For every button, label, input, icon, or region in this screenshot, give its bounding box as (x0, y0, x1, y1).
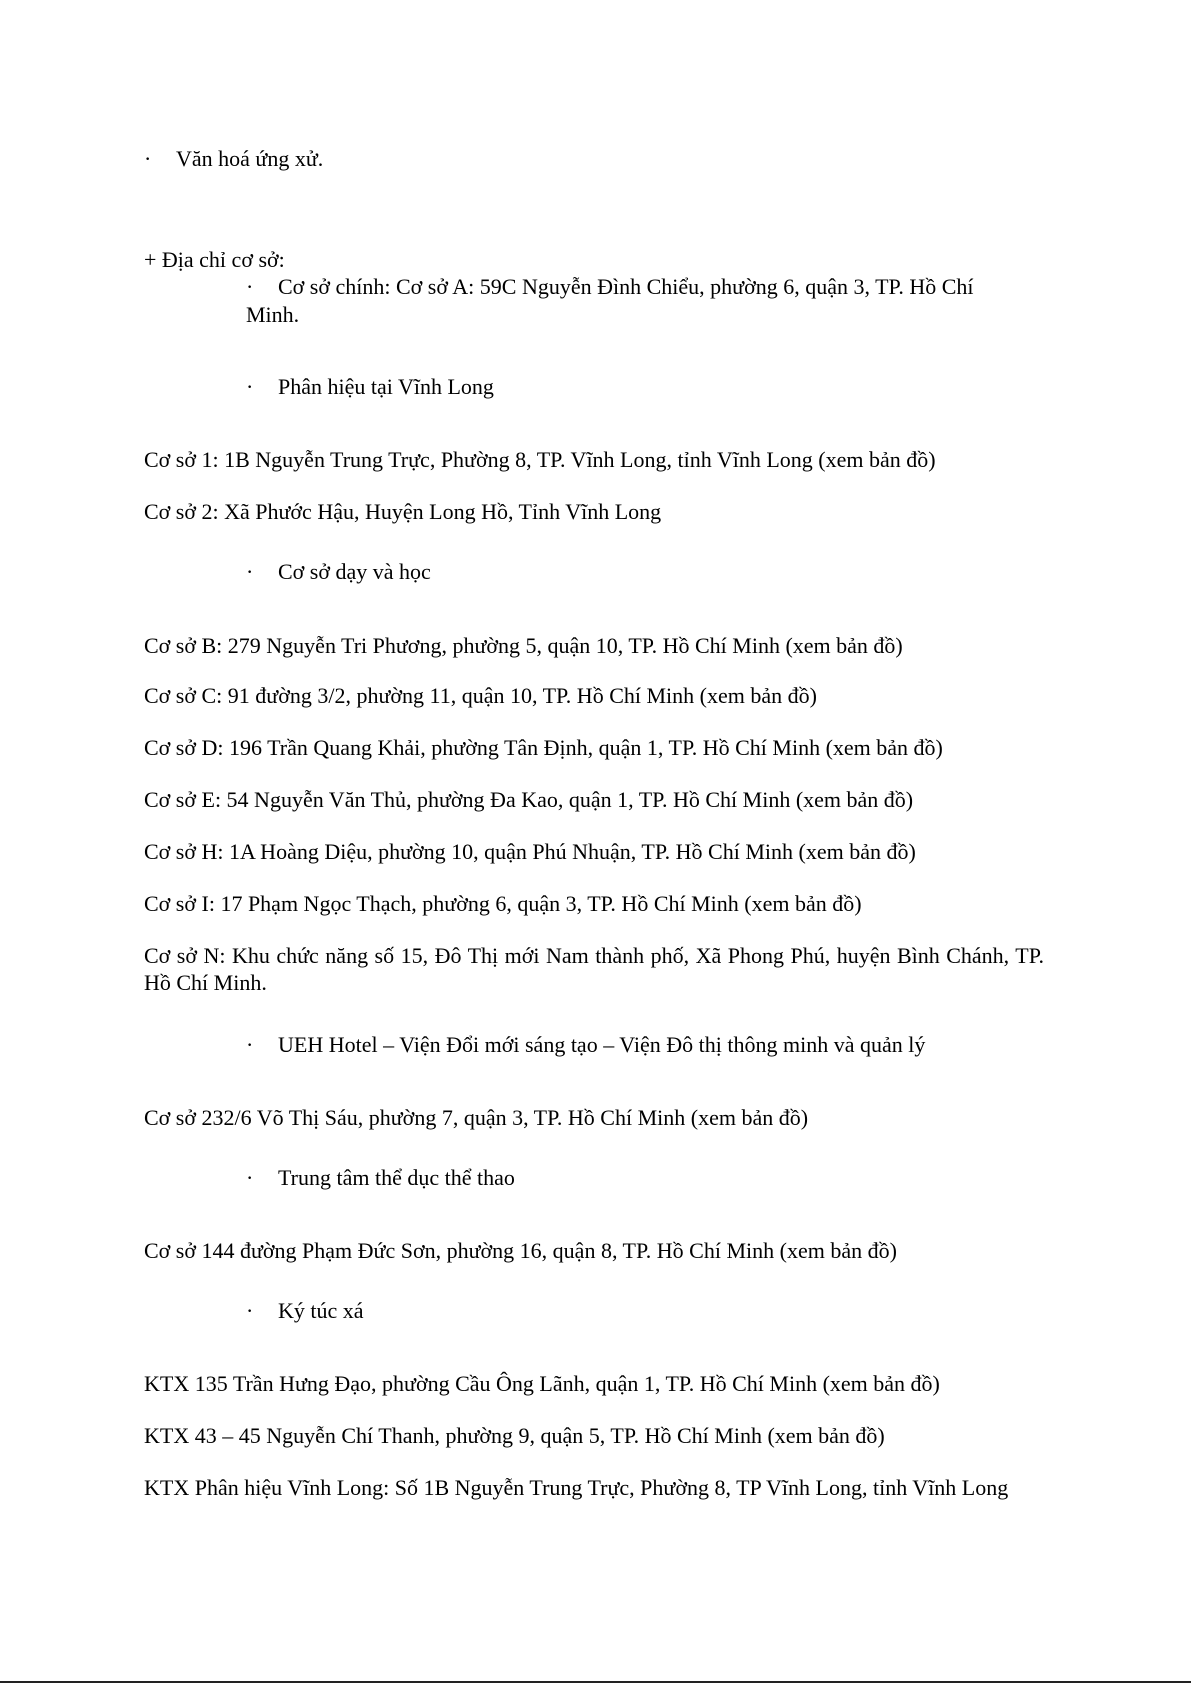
item-co-so-i: Cơ sở I: 17 Phạm Ngọc Thạch, phường 6, quận 3, TP. Hồ Chí Minh (xem bản đồ) (144, 891, 862, 916)
bullet-dot: · (246, 559, 254, 584)
item-co-so-c: Cơ sở C: 91 đường 3/2, phường 11, quận 10, TP. Hồ Chí Minh (xem bản đồ) (144, 683, 817, 708)
item-phan-hieu: Phân hiệu tại Vĩnh Long (278, 374, 494, 399)
bullet-dot: · (246, 1032, 254, 1057)
item-co-so-n: Cơ sở N: Khu chức năng số 15, Đô Thị mới Nam thành phố, Xã Phong Phú, huyện Bình Chánh, TP. Hồ Chí Minh. (144, 943, 1044, 995)
bullet-van-hoa (144, 145, 323, 172)
bullet-dot: · (144, 146, 152, 171)
item-day-va-hoc: Cơ sở dạy và học (278, 559, 431, 584)
bullet-dot: · (246, 1165, 254, 1190)
bullet-ueh-hotel (246, 1031, 925, 1058)
bullet-phan-hieu (246, 373, 494, 400)
bullet-dot: · (246, 374, 254, 399)
item-co-so-vo-thi-sau: Cơ sở 232/6 Võ Thị Sáu, phường 7, quận 3, TP. Hồ Chí Minh (xem bản đồ) (144, 1105, 809, 1130)
item-ktx-nguyen-chi-thanh: KTX 43 – 45 Nguyễn Chí Thanh, phường 9, quận 5, TP. Hồ Chí Minh (xem bản đồ) (144, 1423, 885, 1448)
item-co-so-d: Cơ sở D: 196 Trần Quang Khải, phường Tân Định, quận 1, TP. Hồ Chí Minh (xem bản đồ) (144, 735, 943, 760)
item-co-so-pham-duc-son: Cơ sở 144 đường Phạm Đức Sơn, phường 16, quận 8, TP. Hồ Chí Minh (xem bản đồ) (144, 1238, 897, 1263)
item-co-so-chinh-cont: Minh. (246, 302, 300, 327)
item-the-thao: Trung tâm thể dục thể thao (278, 1165, 515, 1190)
item-co-so-1: Cơ sở 1: 1B Nguyễn Trung Trực, Phường 8, TP. Vĩnh Long, tỉnh Vĩnh Long (xem bản đồ) (144, 447, 936, 472)
item-ktx-tran-hung-dao: KTX 135 Trần Hưng Đạo, phường Cầu Ông Lãnh, quận 1, TP. Hồ Chí Minh (xem bản đồ) (144, 1371, 940, 1396)
item-co-so-h: Cơ sở H: 1A Hoàng Diệu, phường 10, quận Phú Nhuận, TP. Hồ Chí Minh (xem bản đồ) (144, 839, 916, 864)
bullet-the-thao (246, 1164, 515, 1191)
bullet-dot: · (246, 1298, 254, 1323)
item-ktx-vinh-long: KTX Phân hiệu Vĩnh Long: Số 1B Nguyễn Trung Trực, Phường 8, TP Vĩnh Long, tỉnh Vĩnh Long (144, 1475, 1009, 1500)
item-co-so-b: Cơ sở B: 279 Nguyễn Tri Phương, phường 5, quận 10, TP. Hồ Chí Minh (xem bản đồ) (144, 633, 903, 658)
item-co-so-2: Cơ sở 2: Xã Phước Hậu, Huyện Long Hồ, Tỉnh Vĩnh Long (144, 499, 662, 524)
page-bottom-rule (0, 1681, 1191, 1683)
bullet-day-va-hoc (246, 558, 431, 585)
dia-chi-heading: + Địa chỉ cơ sở: (144, 247, 285, 272)
item-ueh-hotel: UEH Hotel – Viện Đổi mới sáng tạo – Viện Đô thị thông minh và quản lý (278, 1032, 926, 1057)
bullet-co-so-chinh (246, 273, 974, 300)
item-van-hoa: Văn hoá ứng xử. (176, 146, 324, 171)
item-ky-tuc-xa: Ký túc xá (278, 1298, 364, 1323)
item-co-so-chinh: Cơ sở chính: Cơ sở A: 59C Nguyễn Đình Chiểu, phường 6, quận 3, TP. Hồ Chí (278, 274, 974, 299)
item-co-so-e: Cơ sở E: 54 Nguyễn Văn Thủ, phường Đa Kao, quận 1, TP. Hồ Chí Minh (xem bản đồ) (144, 787, 914, 812)
bullet-ky-tuc-xa (246, 1297, 364, 1324)
bullet-dot: · (246, 274, 254, 299)
